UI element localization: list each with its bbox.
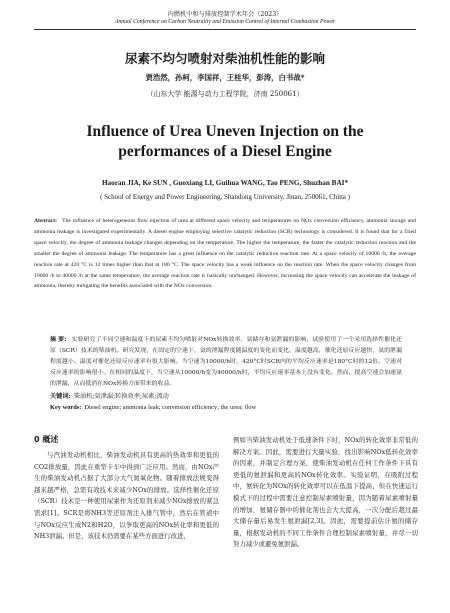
keywords-en bbox=[50, 404, 410, 411]
authors-en: Haoran JIA, Ke SUN , Guoxiang LI, Guihua WANG, Tao PENG, Shuzhan BAI* bbox=[101, 179, 349, 187]
abstract-cn-text: 实验研究了不同空速和温度下的尿素不均匀喷射对NOx转换效率、氨储存和氨泄漏的影响，试验使用了一个采用选择性催化还原（SCR）技术的柴油机。研究发现，在固定的空速下，氨的泄漏程度随温度的变化而变化。温度越高，催化还原反应越快，氨的泄漏程度越小。温度对催化还原反应速率有很大影响。当空速为10000/h时，420°C时SCR内的平均反应速率是180°C时的12倍。空速对反应速率的影响很小。在相同的温度下，当空速从10000/h变为40000/h时，平均反应速率基本上没有变化。然而，提高空速会加速氨的泄漏，从而抵消在NOx转换方面带来的收益。 bbox=[50, 337, 402, 387]
paper-title-cn: 尿素不均匀喷射对柴油机性能的影响 bbox=[124, 51, 325, 66]
paper-title-en: Influence of Urea Uneven Injection on the performances of a Diesel Engine bbox=[86, 123, 364, 160]
abstract-en-text: The influence of heterogeneous flow injection of urea at different space velocity and temperatures on NOx conversion efficiency, ammonia storage and ammonia leakage is investigated experimentally. A diesel engine employing selective catalytic reduction (SCR) technology is considered. It is found that for a fixed space velocity, the degree of ammonia leakage changes depending on the temperature. The higher the temperature, the faster the catalytic reduction reaction and the smaller the degree of ammonia leakage. The temperature has a great influence on the catalytic reduction reaction rate. At a space velocity of 10000 /h, the average reaction rate at 420 °C is 12 times higher than that at 180 °C. The space velocity has a weak influence on the reaction rate. When the space velocity changes from 10000 /h to 40000 /h at the same temperature, the average reaction rate is basically unchanged. However, increasing the space velocity can accelerate the leakage of ammonia, thereby mitigating the benefits associated with the NOx conversion. bbox=[34, 218, 416, 290]
running-header-cn: 内燃机中和与排放控制学术年会（2023） bbox=[167, 11, 283, 18]
affiliation-cn: （山东大学 能源与动力工程学院，济南 250061） bbox=[146, 90, 304, 98]
keywords-cn-label: 关键词: bbox=[50, 393, 71, 400]
keywords-cn-text: 柴油机;氨泄漏;转换效率;尿素;流动 bbox=[73, 393, 169, 400]
abstract-en-label: Abstract: bbox=[34, 218, 58, 224]
running-header-en: Annual Conference on Carbon Neutrality and Emission Control of Internal Combustion Power bbox=[114, 19, 336, 25]
affiliation-en: ( School of Energy and Power Engineering, Shandong University, Jinan, 250061, China ) bbox=[100, 193, 350, 201]
keywords-en-label: Key words: bbox=[50, 404, 82, 411]
abstract-cn-label: 摘 要: bbox=[50, 337, 67, 343]
section-heading-overview: 0 概述 bbox=[34, 435, 59, 444]
abstract-cn bbox=[50, 335, 402, 390]
keywords-en-text: Diesel engine; ammonia leak; conversion efficiency; the urea; flow bbox=[84, 404, 257, 411]
intro-left-column: 与汽油发动机相比，柴油发动机具有更高的热效率和更低的CO2排放量，因此在重型卡车中得到广泛应用。然而，由NOx产生的柴油发动机占据了大部分大气氮氧化物。随着排放法规变得越来越严格，急需有效技术来减少NOx的排放。选择性催化还原（SCR）技术是一种使用尿素作为还原剂来减少NOx排放的紧急需求[1]。SCR是将NH3等还原剂注入排气管中，然后在管道中与NOx反应生成N2和H2O，以争取更高的NOx转化率和更低的NH3泄漏。但是，该技术仍需要在某些方面进行改进， bbox=[34, 451, 219, 541]
keywords-cn bbox=[50, 391, 410, 400]
header-rule bbox=[34, 29, 416, 30]
abstract-en bbox=[34, 216, 416, 292]
intro-right-column: 例如当柴油发动机处于低速条件下时，NOx的转化效率非常低的解决方案。因此，需要进行大量实验，找出影响NOx低转化效率的因素，并制定合理方案，使柴油发动机在任何工作条件下具有更低的氨泄漏和更高的NOx转化效率。实验证明，在吸附过程中，氨转化为NOx的转化效率可以在低温下提高，但在快速运行模式下的过程中需要注意控制尿素喷射量，因为随着尿素喷射量的增加，氨储存器中的催化剂也会大大提高，一次分配后超过最大储存量后易发生氨泄漏[2,3]。因此，需要提前估计氨的储存量，根据发动机的不同工作条件合理控制尿素喷射量，并尽一切努力减少或避免氨泄漏。 bbox=[233, 436, 418, 549]
authors-cn: 贾浩然，孙柯，李国祥，王桂华，彭涛，白书战* bbox=[145, 73, 305, 82]
